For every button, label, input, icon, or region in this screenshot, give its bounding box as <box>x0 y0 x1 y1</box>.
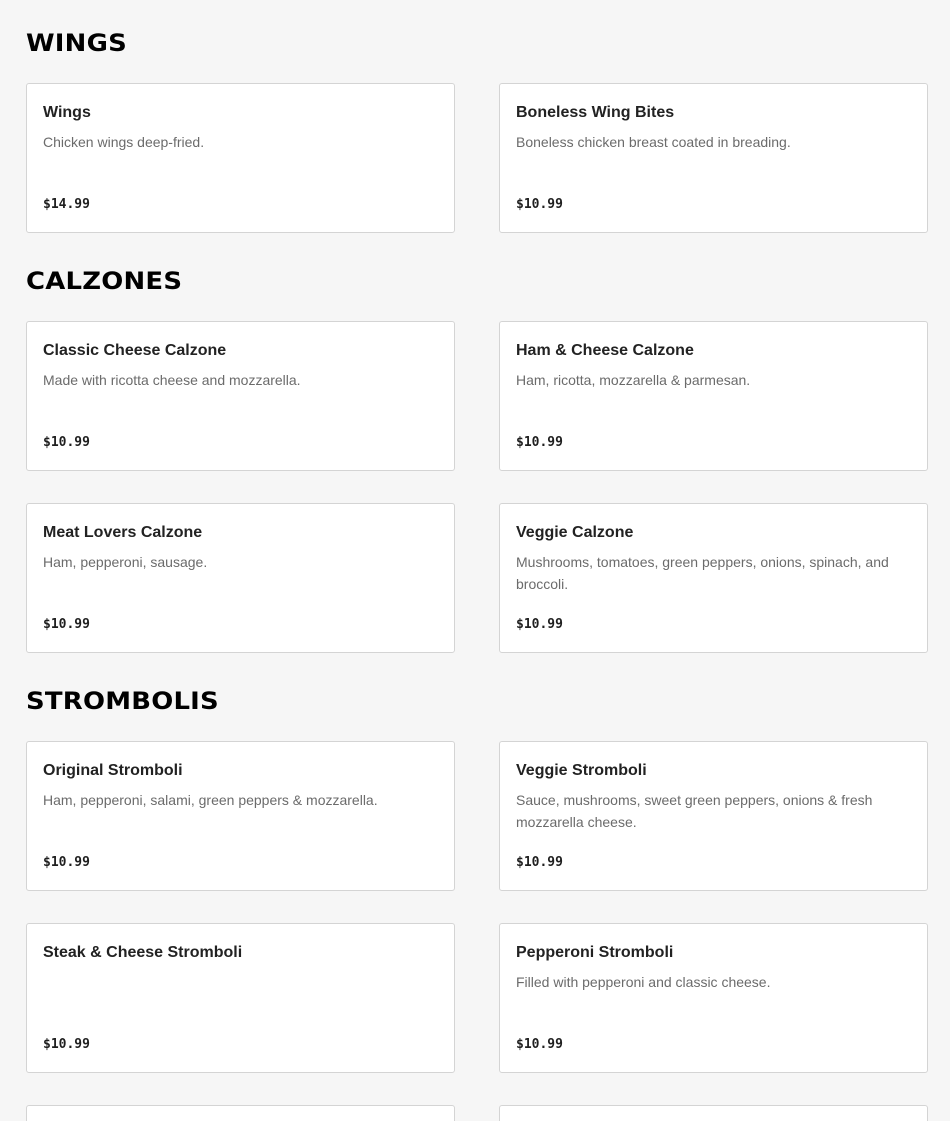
item-price: $10.99 <box>43 617 90 632</box>
item-description: Mushrooms, tomatoes, green peppers, onions, spinach, and broccoli. <box>516 554 889 592</box>
item-description: Sauce, mushrooms, sweet green peppers, onions & fresh mozzarella cheese. <box>516 792 873 830</box>
item-price: $10.99 <box>43 855 90 870</box>
menu-item-card[interactable] <box>499 741 928 891</box>
menu-item-card[interactable] <box>26 741 455 891</box>
item-description: Ham, pepperoni, sausage. <box>43 554 208 570</box>
item-description: Filled with pepperoni and classic cheese. <box>516 974 771 990</box>
item-name: Steak & Cheese Stromboli <box>43 944 243 961</box>
item-name: Veggie Calzone <box>516 524 634 541</box>
item-price: $10.99 <box>43 435 90 450</box>
menu-item-card[interactable] <box>499 923 928 1073</box>
item-name: Classic Cheese Calzone <box>43 342 227 359</box>
menu-grid <box>26 321 928 653</box>
item-description: Ham, ricotta, mozzarella & parmesan. <box>516 372 751 388</box>
menu-item-card[interactable] <box>26 1105 455 1121</box>
item-price: $10.99 <box>516 617 563 632</box>
item-description: Ham, pepperoni, salami, green peppers & mozzarella. <box>43 792 378 808</box>
menu-item-card[interactable] <box>26 923 455 1073</box>
item-name: Original Stromboli <box>43 762 183 779</box>
section-calzones <box>26 266 928 653</box>
item-name: Veggie Stromboli <box>516 762 647 779</box>
section-title: CALZONES <box>26 267 183 295</box>
item-description: Boneless chicken breast coated in breading. <box>516 134 791 150</box>
item-name: Ham & Cheese Calzone <box>516 342 694 359</box>
section-strombolis <box>26 686 928 1121</box>
menu-item-card[interactable] <box>26 83 455 233</box>
item-name: Meat Lovers Calzone <box>43 524 203 541</box>
item-name: Wings <box>43 104 91 121</box>
item-name: Boneless Wing Bites <box>516 104 675 121</box>
menu-grid <box>26 741 928 1121</box>
item-price: $10.99 <box>516 855 563 870</box>
section-title: WINGS <box>26 29 127 57</box>
item-description: Made with ricotta cheese and mozzarella. <box>43 372 301 388</box>
item-price: $10.99 <box>516 435 563 450</box>
menu-item-card[interactable] <box>499 1105 928 1121</box>
menu-grid <box>26 83 928 233</box>
item-name: Pepperoni Stromboli <box>516 944 674 961</box>
item-price: $10.99 <box>516 197 563 212</box>
menu-item-card[interactable] <box>26 503 455 653</box>
item-price: $14.99 <box>43 197 90 212</box>
item-price: $10.99 <box>516 1037 563 1052</box>
section-title: STROMBOLIS <box>26 687 219 715</box>
menu-item-card[interactable] <box>499 503 928 653</box>
menu-item-card[interactable] <box>499 321 928 471</box>
menu-item-card[interactable] <box>26 321 455 471</box>
item-description: Chicken wings deep-fried. <box>43 134 205 150</box>
item-price: $10.99 <box>43 1037 90 1052</box>
menu-item-card[interactable] <box>499 83 928 233</box>
section-wings <box>26 28 928 233</box>
